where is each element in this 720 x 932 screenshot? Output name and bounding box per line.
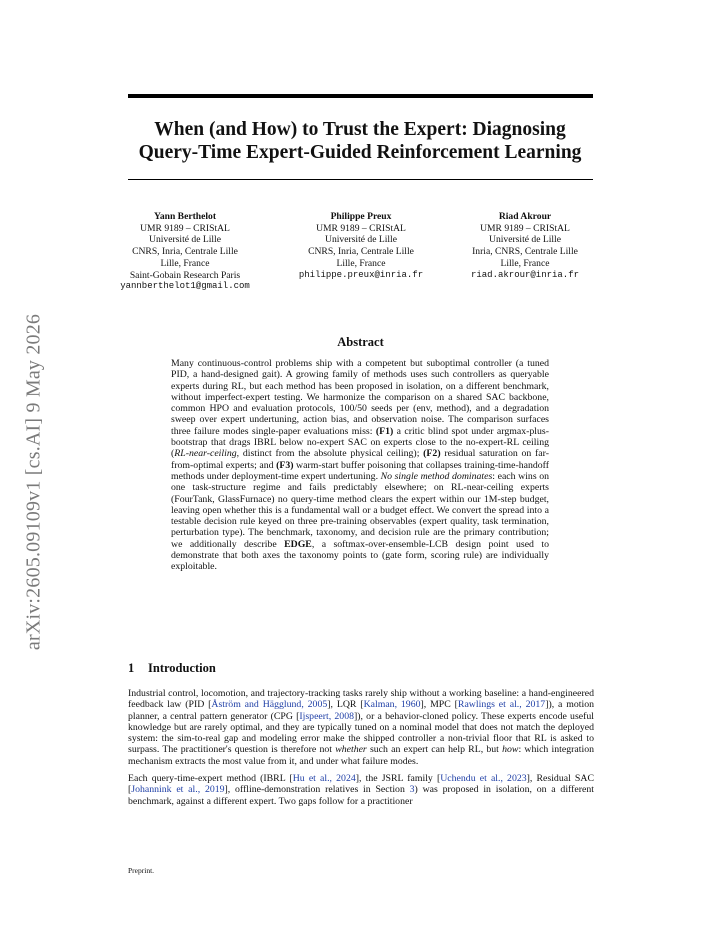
author-name: Philippe Preux	[330, 211, 392, 222]
author-block	[120, 211, 593, 311]
paragraph	[128, 773, 594, 807]
abstract-text: : each wins on one task-structure regime and fails predictably elsewhere; on RL-near-ceiling experts (FourTank, GlassFurnace) no query-time method clears the expert within our 1M-step budget, leaving open whether this is a fundamental wall or a budget effect. We convert the spread into a testable decision rule keyed on three pre-training observables (expert quality, task termination, perturbation type). The benchmark, taxonomy, and decision rule are the primary contribution; we additionally describe	[171, 470, 550, 550]
body-text: such an expert can help RL, but	[366, 744, 503, 756]
abstract-text: , a softmax-over-ensemble-LCB design point used to demonstrate that both axes the taxonomy points to (gate form, scoring rule) are individually exploitable.	[171, 538, 549, 573]
failure-mode-label: (F2)	[423, 448, 441, 460]
author-affiliation: Lille, France	[160, 257, 210, 269]
body-text: ], Residual SAC [	[128, 773, 594, 796]
author-name: Riad Akrour	[498, 211, 552, 222]
author-affiliation: CNRS, Inria, Centrale Lille	[132, 246, 238, 258]
abstract-text: Many continuous-control problems ship with a competent but suboptimal controller (a tuned PID, a hand-designed gait). A growing family of methods uses such controllers as queryable experts during RL, but each method has been proposed in isolation, on a different benchmark, without imperfect-expert testing. We harmonize the comparison on a shared SAC backbone, common HPO and evaluation protocols, 100/50 seeds per (env, method), and a degradation sweep over expert undertuning, action bias, and observation noise. The comparison surfaces three failure modes single-paper evaluations miss:	[171, 358, 549, 437]
author-affiliation: Saint-Gobain Research Paris	[129, 269, 241, 281]
citation-link[interactable]: Ijspeert, 2008	[299, 710, 354, 722]
section-title: Introduction	[148, 661, 216, 675]
author-affiliation: Lille, France	[336, 257, 386, 269]
emphasis-text: No single method dominates	[380, 470, 493, 482]
author-1	[110, 211, 260, 293]
emphasis-text: how	[502, 744, 519, 756]
emphasis-text: whether	[335, 744, 367, 756]
body-text: : which integration mechanism extracts the most value from it, and under what failure modes.	[128, 744, 594, 767]
author-affiliation: UMR 9189 – CRIStAL	[316, 222, 406, 234]
citation-link[interactable]: Uchendu et al., 2023	[440, 773, 527, 785]
abstract-body	[171, 358, 549, 573]
author-2	[286, 211, 436, 281]
arxiv-identifier: arXiv:2605.09109v1 [cs.AI] 9 May 2026	[22, 313, 45, 651]
abstract-heading: Abstract	[337, 335, 384, 349]
paragraph	[128, 688, 594, 767]
body-text: ]), a motion planner, a central pattern generator (CPG [	[128, 699, 595, 722]
body-text: ], the JSRL family [	[355, 773, 441, 785]
citation-link[interactable]: Rawlings et al., 2017	[457, 699, 546, 711]
body-text: ]), or a behavior-cloned policy. These experts encode useful knowledge but are rarely optimal, and they are typically tuned on a nominal model that does not match the deployed system: the sim-to-real gap and modeling error make the shipped controller a non-trivial floor that RL is asked to surpass. The practitioner's question is therefore not	[128, 710, 594, 756]
author-name: Yann Berthelot	[153, 211, 217, 222]
title-rule-bottom	[128, 179, 593, 180]
title-line-2: Query-Time Expert-Guided Reinforcement Learning	[138, 142, 582, 163]
author-email[interactable]: yannberthelot1@gmail.com	[120, 281, 250, 292]
author-affiliation: Inria, CNRS, Centrale Lille	[472, 246, 578, 258]
section-heading	[128, 661, 216, 676]
failure-mode-label: (F1)	[375, 425, 394, 437]
footer-note: Preprint.	[128, 866, 155, 875]
body-text: ], offline-demonstration relatives in Section	[224, 784, 410, 796]
abstract-text: a critic blind spot under argmax-plus-bootstrap that drags IBRL below no-expert SAC on experts close to the no-expert-RL ceiling (	[171, 425, 549, 460]
citation-link[interactable]: Johannink et al., 2019	[131, 784, 225, 796]
citation-link[interactable]: Hu et al., 2024	[292, 773, 356, 785]
section-reference-link[interactable]: 3	[409, 784, 415, 796]
introduction-body	[128, 688, 594, 813]
body-text: Each query-time-expert method (IBRL [	[128, 773, 293, 785]
abstract-text: warm-start buffer poisoning that collapses training-time-handoff methods under deployment-time expert undertuning.	[171, 459, 549, 482]
author-affiliation: Université de Lille	[489, 234, 561, 246]
arxiv-sidebar	[20, 262, 48, 702]
title-rule-top	[128, 94, 593, 98]
author-email[interactable]: philippe.preux@inria.fr	[298, 269, 424, 280]
abstract-text: residual saturation on far-from-optimal experts; and	[171, 448, 549, 471]
section-number: 1	[128, 661, 135, 675]
author-affiliation: UMR 9189 – CRIStAL	[480, 222, 570, 234]
author-affiliation: UMR 9189 – CRIStAL	[140, 222, 230, 234]
paper-title	[110, 118, 610, 164]
body-text: ], LQR [	[327, 699, 364, 711]
failure-mode-label: (F3)	[276, 459, 294, 471]
title-line-1: When (and How) to Trust the Expert: Diagnosing	[154, 119, 566, 140]
author-email[interactable]: riad.akrour@inria.fr	[470, 269, 580, 280]
method-name: EDGE	[284, 538, 312, 550]
body-text: ], MPC [	[420, 699, 458, 711]
author-affiliation: Université de Lille	[325, 234, 397, 246]
body-text: ) was proposed in isolation, on a different benchmark, against a different expert. Two gaps follow for a practitioner	[128, 784, 594, 807]
body-text: Industrial control, locomotion, and trajectory-tracking tasks rarely ship without a working baseline: a hand-engineered feedback law (PID [	[128, 688, 594, 711]
citation-link[interactable]: Åström and Hägglund, 2005	[211, 699, 328, 711]
emphasis-text: RL-near-ceiling	[174, 448, 237, 460]
author-affiliation: Lille, France	[500, 257, 550, 269]
abstract-text: , distinct from the absolute physical ceiling);	[236, 448, 424, 460]
author-3	[450, 211, 600, 281]
author-affiliation: Université de Lille	[149, 234, 221, 246]
citation-link[interactable]: Kalman, 1960	[363, 699, 421, 711]
author-affiliation: CNRS, Inria, Centrale Lille	[308, 246, 414, 258]
